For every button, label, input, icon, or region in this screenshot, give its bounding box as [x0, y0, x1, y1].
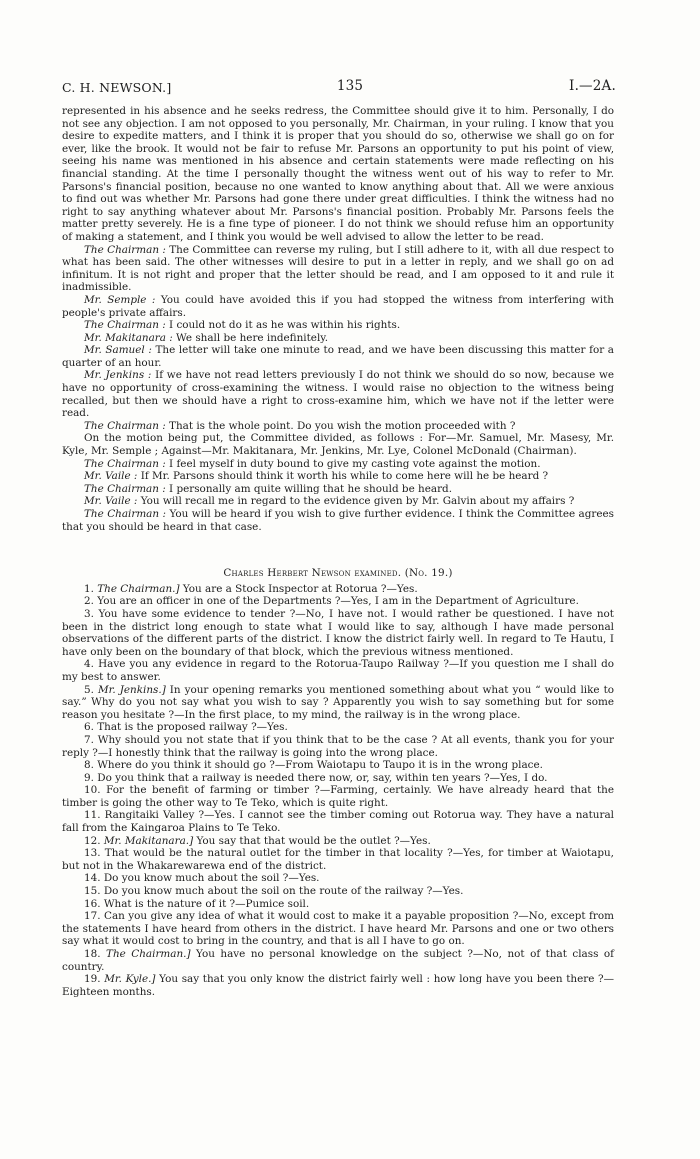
question-text: You are an officer in one of the Departments ?—Yes, I am in the Department of Agriculture. — [97, 595, 579, 608]
question-text: Do you think that a railway is needed there now, or, say, within ten years ?—Yes, I do. — [97, 771, 548, 784]
discussion-paragraph — [62, 105, 614, 244]
question-text: Do you know much about the soil on the route of the railway ?—Yes. — [103, 885, 464, 898]
question-number: 3. — [84, 607, 94, 620]
discussion-paragraph — [62, 432, 614, 457]
questioner-name: The Chairman.] — [106, 948, 191, 960]
speaker-name: Mr. Semple : — [84, 293, 156, 306]
paper-reference: I.—2A. — [569, 78, 616, 94]
discussion-paragraph — [62, 470, 614, 483]
question-text: You are a Stock Inspector at Rotorua ?—Yes. — [179, 582, 418, 595]
question-paragraph — [62, 973, 614, 998]
paragraph-text: The Committee can reverse my ruling, but I still adhere to it, with all due respect to what has been said. The other witnesses will desire to put in a letter in reply, and we shall go on ad infinitum. It is not right and proper that the letter should be read, and I am opposed to it and rule it inadmissible. — [62, 243, 614, 294]
question-text: Do you know much about the soil ?—Yes. — [103, 872, 320, 885]
question-paragraph — [62, 948, 614, 973]
question-number: 1. — [84, 582, 94, 595]
question-text: You say that that would be the outlet ?—Yes. — [193, 834, 431, 847]
section-gap — [62, 533, 614, 567]
paragraph-text: If Mr. Parsons should think it worth his while to come here will he be heard ? — [137, 470, 549, 483]
speaker-name: The Chairman : — [84, 508, 167, 520]
question-number: 9. — [84, 771, 94, 784]
speaker-name: The Chairman : — [84, 419, 166, 432]
question-text: Rangitaiki Valley ?—Yes. I cannot see the timber coming out Rotorua way. They have a natural fall from the Kaingaroa Plains to Te Teko. — [62, 809, 614, 835]
paragraph-text: On the motion being put, the Committee divided, as follows : For—Mr. Samuel, Mr. Masesy, Mr. Kyle, Mr. Semple ; Against—Mr. Makitanara, Mr. Jenkins, Mr. Lye, Colonel McDonald (Chairman). — [62, 432, 614, 458]
question-paragraph — [62, 898, 614, 911]
discussion-paragraph — [62, 244, 614, 294]
question-text: That would be the natural outlet for the timber in that locality ?—Yes, for timber at Waiotapu, but not in the Whakarewarewa end of the district. — [62, 847, 614, 872]
question-paragraph — [62, 784, 614, 809]
question-paragraph — [62, 885, 614, 898]
speaker-name: Mr. Vaile : — [84, 470, 138, 483]
question-paragraph — [62, 872, 614, 885]
question-paragraph — [62, 734, 614, 759]
discussion-paragraph — [62, 332, 614, 345]
question-paragraph — [62, 809, 614, 834]
question-number: 2. — [84, 595, 94, 608]
paragraph-text: The letter will take one minute to read, and we have been discussing this matter for a quarter of an hour. — [62, 344, 614, 369]
question-text: Why should you not state that if you think that to be the case ? At all events, thank you for your reply ?—I honestly think that the railway is going into the wrong place. — [62, 733, 614, 759]
question-text: For the benefit of farming or timber ?—Farming, certainly. We have already heard that the timber is going the other way to Te Teko, which is quite right. — [62, 784, 614, 809]
question-paragraph — [62, 684, 614, 722]
question-number: 13. — [84, 847, 101, 860]
discussion-paragraph — [62, 508, 614, 533]
speaker-name: Mr. Makitanara : — [84, 331, 173, 344]
discussion-paragraph — [62, 495, 614, 508]
paragraph-text: I feel myself in duty bound to give my casting vote against the motion. — [165, 457, 541, 470]
question-paragraph — [62, 608, 614, 658]
question-number: 8. — [84, 759, 94, 772]
questioner-name: The Chairman.] — [97, 582, 180, 595]
question-text: What is the nature of it ?—Pumice soil. — [103, 897, 310, 910]
question-paragraph — [62, 772, 614, 785]
question-number: 12. — [84, 834, 101, 847]
discussion-paragraph — [62, 483, 614, 496]
speaker-name: Mr. Jenkins : — [84, 369, 152, 382]
speaker-name: The Chairman : — [84, 319, 166, 332]
committee-discussion — [62, 105, 614, 533]
paragraph-text: That is the whole point. Do you wish the motion proceeded with ? — [165, 419, 516, 432]
speaker-name: The Chairman : — [84, 457, 166, 470]
question-number: 5. — [84, 683, 94, 696]
question-number: 10. — [84, 784, 101, 797]
question-paragraph — [62, 721, 614, 734]
question-number: 4. — [84, 658, 94, 671]
paragraph-text: I could not do it as he was within his rights. — [165, 319, 401, 332]
document-body — [62, 105, 614, 998]
discussion-paragraph — [62, 369, 614, 419]
question-paragraph — [62, 847, 614, 872]
question-text: You say that you only know the district fairly well : how long have you been there ?—Eighteen months. — [62, 973, 614, 998]
questioner-name: Mr. Makitanara.] — [103, 834, 194, 847]
question-text: That is the proposed railway ?—Yes. — [97, 721, 288, 734]
paragraph-text: You will recall me in regard to the evidence given by Mr. Galvin about my affairs ? — [137, 495, 575, 508]
question-number: 17. — [84, 910, 101, 923]
examination-questions — [62, 583, 614, 999]
question-number: 19. — [84, 973, 101, 986]
speaker-name: The Chairman : — [84, 243, 166, 256]
discussion-paragraph — [62, 458, 614, 471]
question-paragraph — [62, 759, 614, 772]
paragraph-text: We shall be here indefinitely. — [172, 331, 329, 344]
speaker-name: The Chairman : — [84, 482, 166, 495]
discussion-paragraph — [62, 319, 614, 332]
paragraph-text: You could have avoided this if you had stopped the witness from interfering with people's private affairs. — [62, 293, 614, 319]
question-text: Have you any evidence in regard to the Rotorua-Taupo Railway ?—If you question me I shall do my best to answer. — [62, 658, 614, 683]
discussion-paragraph — [62, 420, 614, 433]
question-text: Where do you think it should go ?—From Waiotapu to Taupo it is in the wrong place. — [97, 759, 543, 772]
question-text: You have some evidence to tender ?—No, I have not. I would rather be questioned. I have not been in the district long enough to state what I would like to say, although I have made personal observations of the different parts of the district. I know the district fairly well. In regard to Te Hautu, I have only been on the boundary of that block, which the previous witness mentioned. — [62, 607, 614, 658]
speaker-name: Mr. Vaile : — [84, 495, 138, 508]
discussion-paragraph — [62, 294, 614, 319]
question-number: 16. — [84, 897, 101, 910]
running-head-witness: C. H. NEWSON.] — [62, 80, 172, 95]
discussion-paragraph — [62, 344, 614, 369]
question-number: 7. — [84, 733, 94, 746]
question-text: Can you give any idea of what it would cost to make it a payable proposition ?—No, except from the statements I have heard from others in the district. I have heard Mr. Parsons and one or two others say what it would cost to bring in the country, and that is all I have to go on. — [62, 910, 614, 948]
paragraph-text: I personally am quite willing that he should be heard. — [165, 482, 452, 495]
question-paragraph — [62, 595, 614, 608]
question-paragraph — [62, 658, 614, 683]
question-number: 14. — [84, 872, 101, 885]
question-paragraph — [62, 910, 614, 948]
question-paragraph — [62, 835, 614, 848]
questioner-name: Mr. Jenkins.] — [97, 683, 166, 696]
questioner-name: Mr. Kyle.] — [104, 973, 156, 986]
speaker-name: Mr. Samuel : — [84, 344, 152, 357]
section-title: Charles Herbert Newson examined. (No. 19.) — [223, 567, 453, 580]
question-paragraph — [62, 583, 614, 596]
question-text: In your opening remarks you mentioned something about what you “ would like to say.” Why do you not say what you wish to say ? Apparently you wish to say something but for some reason you hesitate ?—In the first place, to my mind, the railway is in the wrong place. — [62, 683, 615, 721]
question-number: 11. — [84, 809, 101, 822]
question-number: 15. — [84, 885, 101, 898]
paragraph-text: represented in his absence and he seeks redress, the Committee should give it to him. Personally, I do not see any objection. I am not opposed to you personally, Mr. Chairman, in your ruling. I know that you desire to expedite matters, and I think it is proper that you should do so, otherwise we shall go on for ever, like the brook. It would not be fair to refuse Mr. Parsons an opportunity to put his point of view, seeing his name was mentioned in his absence and certain statements were made reflecting on his financial standing. At the time I personally thought the witness went out of his way to refer to Mr. Parsons's financial position, because no one wanted to know anything about that. All we were anxious to find out was whether Mr. Parsons had gone there under great difficulties. I think the witness had no right to say anything whatever about Mr. Parsons's financial position. Probably Mr. Parsons feels the matter pretty severely. He is a fine type of pioneer. I do not think we should refuse him an opportunity of making a statement, and I think you would be well advised to allow the letter to be read. — [62, 105, 614, 243]
page-number: 135 — [336, 78, 364, 94]
question-text: You have no personal knowledge on the subject ?—No, not of that class of country. — [62, 948, 614, 973]
question-number: 18. — [84, 948, 101, 960]
paragraph-text: You will be heard if you wish to give further evidence. I think the Committee agrees that you should be heard in that case. — [62, 508, 615, 533]
question-number: 6. — [84, 721, 94, 734]
paragraph-text: If we have not read letters previously I do not think we should do so now, because we have no opportunity of cross-examining the witness. I would raise no objection to the witness being recalled, but then we should have a right to cross-examine him, which we have not if the letter were read. — [62, 369, 614, 420]
